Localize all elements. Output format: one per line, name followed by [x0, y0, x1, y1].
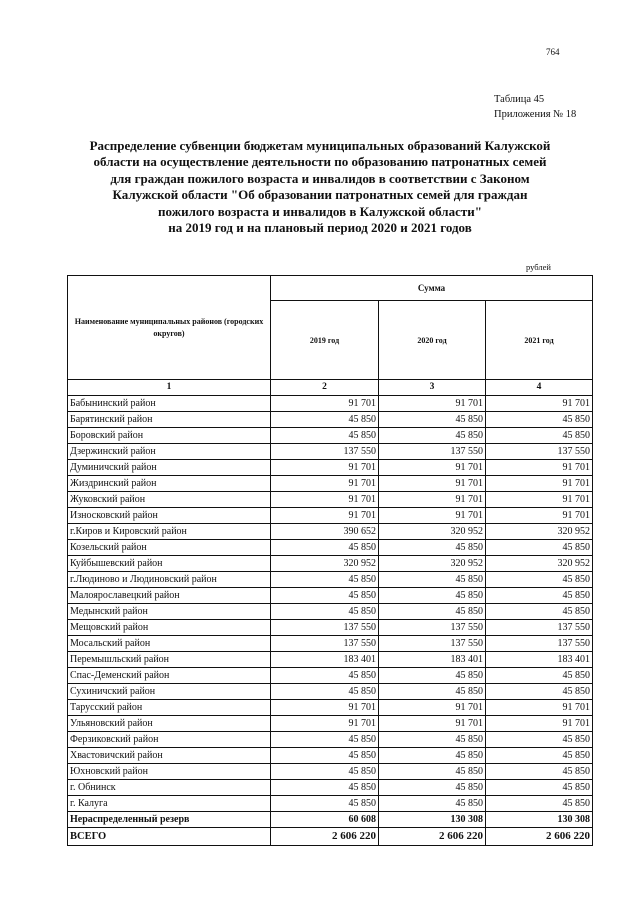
- table-row: [68, 668, 593, 684]
- table-row: [68, 716, 593, 732]
- amount-2021-cell: 91 701: [486, 716, 593, 732]
- page-number: 764: [546, 47, 560, 57]
- amount-2019-cell: 137 550: [271, 444, 379, 460]
- amount-2021-cell: 45 850: [486, 780, 593, 796]
- amount-2020-cell: 320 952: [379, 524, 486, 540]
- amount-2019-cell: 45 850: [271, 428, 379, 444]
- amount-2019-cell: 45 850: [271, 588, 379, 604]
- amount-2019-cell: 91 701: [271, 508, 379, 524]
- amount-2019-cell: 91 701: [271, 460, 379, 476]
- district-name-cell: Ульяновский район: [68, 716, 271, 732]
- amount-2021-cell: 137 550: [486, 444, 593, 460]
- district-name-cell: Хвастовичский район: [68, 748, 271, 764]
- amount-2021-cell: 91 701: [486, 476, 593, 492]
- table-row: [68, 700, 593, 716]
- table-row: [68, 652, 593, 668]
- district-name-cell: Спас-Деменский район: [68, 668, 271, 684]
- amount-2019-cell: 45 850: [271, 684, 379, 700]
- title-line: для граждан пожилого возраста и инвалидов в соответствии с Законом: [110, 170, 530, 186]
- header-year-2020: 2020 год: [379, 301, 486, 380]
- table-row: [68, 620, 593, 636]
- table-row: [68, 412, 593, 428]
- amount-2020-cell: 45 850: [379, 732, 486, 748]
- table-row: [68, 444, 593, 460]
- district-name-cell: Тарусский район: [68, 700, 271, 716]
- amount-2019-cell: 137 550: [271, 636, 379, 652]
- table-row: [68, 684, 593, 700]
- amount-2021-cell: 45 850: [486, 604, 593, 620]
- column-number: 2: [271, 380, 379, 396]
- table-row: [68, 732, 593, 748]
- amount-2019-cell: 91 701: [271, 700, 379, 716]
- amount-2021-cell: 320 952: [486, 556, 593, 572]
- amount-2020-cell: 45 850: [379, 572, 486, 588]
- table-row: [68, 492, 593, 508]
- amount-2019-cell: 45 850: [271, 780, 379, 796]
- district-name-cell: Куйбышевский район: [68, 556, 271, 572]
- amount-2020-cell: 45 850: [379, 412, 486, 428]
- district-name-cell: Медынский район: [68, 604, 271, 620]
- unit-label: рублей: [526, 262, 551, 272]
- district-name-cell: Юхновский район: [68, 764, 271, 780]
- amount-2020-cell: 91 701: [379, 396, 486, 412]
- amount-2021-cell: 91 701: [486, 396, 593, 412]
- amount-2020-cell: 137 550: [379, 620, 486, 636]
- amount-2020-cell: 137 550: [379, 636, 486, 652]
- amount-2021-cell: 320 952: [486, 524, 593, 540]
- table-row: [68, 748, 593, 764]
- amount-2019-cell: 91 701: [271, 492, 379, 508]
- amount-2021-cell: 45 850: [486, 668, 593, 684]
- amount-2020-cell: 91 701: [379, 700, 486, 716]
- table-body: [68, 396, 593, 846]
- amount-2021-cell: 91 701: [486, 700, 593, 716]
- amount-2019-cell: 45 850: [271, 796, 379, 812]
- district-name-cell: Ферзиковский район: [68, 732, 271, 748]
- table-row: [68, 764, 593, 780]
- appendix-label: Приложения № 18: [494, 109, 577, 120]
- district-name-cell: Жуковский район: [68, 492, 271, 508]
- district-name-cell: Сухиничский район: [68, 684, 271, 700]
- title-line: на 2019 год и на плановый период 2020 и 2021 годов: [168, 220, 472, 236]
- table-row: [68, 588, 593, 604]
- table-row: [68, 476, 593, 492]
- amount-2021-cell: 137 550: [486, 636, 593, 652]
- amount-2019-cell: 45 850: [271, 540, 379, 556]
- title-line: Калужской области "Об образовании патронатных семей для граждан: [112, 187, 528, 203]
- amount-2020-cell: 45 850: [379, 780, 486, 796]
- district-name-cell: Козельский район: [68, 540, 271, 556]
- amount-2021-cell: 45 850: [486, 684, 593, 700]
- amount-2020-cell: 45 850: [379, 588, 486, 604]
- document-title: [60, 138, 580, 236]
- amount-2021-cell: 45 850: [486, 572, 593, 588]
- district-name-cell: Барятинский район: [68, 412, 271, 428]
- amount-2020-cell: 91 701: [379, 716, 486, 732]
- amount-2020-cell: 91 701: [379, 508, 486, 524]
- amount-2020-cell: 2 606 220: [379, 828, 486, 846]
- total-row: [68, 828, 593, 846]
- column-number: 1: [68, 380, 271, 396]
- amount-2020-cell: 45 850: [379, 748, 486, 764]
- amount-2021-cell: 45 850: [486, 588, 593, 604]
- title-line: пожилого возраста и инвалидов в Калужской области": [158, 203, 482, 219]
- amount-2020-cell: 45 850: [379, 684, 486, 700]
- amount-2019-cell: 137 550: [271, 620, 379, 636]
- amount-2019-cell: 45 850: [271, 764, 379, 780]
- amount-2019-cell: 91 701: [271, 396, 379, 412]
- title-line: области на осуществление деятельности по образованию патронатных семей: [93, 154, 547, 170]
- amount-2020-cell: 45 850: [379, 668, 486, 684]
- table-row: [68, 460, 593, 476]
- district-name-cell: ВСЕГО: [68, 828, 271, 846]
- amount-2019-cell: 45 850: [271, 748, 379, 764]
- amount-2021-cell: 45 850: [486, 748, 593, 764]
- amount-2020-cell: 45 850: [379, 604, 486, 620]
- amount-2021-cell: 45 850: [486, 412, 593, 428]
- amount-2021-cell: 91 701: [486, 492, 593, 508]
- amount-2020-cell: 45 850: [379, 428, 486, 444]
- header-year-2021: 2021 год: [486, 301, 593, 380]
- district-name-cell: Износковский район: [68, 508, 271, 524]
- amount-2021-cell: 45 850: [486, 764, 593, 780]
- column-number: 3: [379, 380, 486, 396]
- table-row: [68, 508, 593, 524]
- district-name-cell: г. Обнинск: [68, 780, 271, 796]
- table-row: [68, 572, 593, 588]
- amount-2019-cell: 91 701: [271, 716, 379, 732]
- district-name-cell: Жиздринский район: [68, 476, 271, 492]
- district-name-cell: Мосальский район: [68, 636, 271, 652]
- amount-2019-cell: 320 952: [271, 556, 379, 572]
- amount-2020-cell: 91 701: [379, 492, 486, 508]
- reserve-row: [68, 812, 593, 828]
- header-name: Наименование муниципальных районов (городских округов): [68, 276, 271, 380]
- district-name-cell: Дзержинский район: [68, 444, 271, 460]
- amount-2020-cell: 45 850: [379, 796, 486, 812]
- amount-2021-cell: 91 701: [486, 508, 593, 524]
- district-name-cell: Малоярославецкий район: [68, 588, 271, 604]
- amount-2019-cell: 45 850: [271, 668, 379, 684]
- amount-2019-cell: 183 401: [271, 652, 379, 668]
- district-name-cell: Боровский район: [68, 428, 271, 444]
- amount-2020-cell: 183 401: [379, 652, 486, 668]
- amount-2019-cell: 45 850: [271, 412, 379, 428]
- district-name-cell: г. Калуга: [68, 796, 271, 812]
- table-label: Таблица 45: [494, 94, 545, 105]
- district-name-cell: Думиничский район: [68, 460, 271, 476]
- amount-2019-cell: 60 608: [271, 812, 379, 828]
- amount-2021-cell: 130 308: [486, 812, 593, 828]
- table-row: [68, 428, 593, 444]
- table-row: [68, 524, 593, 540]
- amount-2019-cell: 45 850: [271, 572, 379, 588]
- table-row: [68, 604, 593, 620]
- table-caption: [494, 92, 576, 122]
- amount-2020-cell: 91 701: [379, 476, 486, 492]
- table-row: [68, 556, 593, 572]
- district-name-cell: г.Киров и Кировский район: [68, 524, 271, 540]
- district-name-cell: Мещовский район: [68, 620, 271, 636]
- district-name-cell: Бабынинский район: [68, 396, 271, 412]
- amount-2020-cell: 45 850: [379, 540, 486, 556]
- amount-2020-cell: 137 550: [379, 444, 486, 460]
- amount-2019-cell: 45 850: [271, 604, 379, 620]
- header-year-2019: 2019 год: [271, 301, 379, 380]
- district-name-cell: Перемышльский район: [68, 652, 271, 668]
- district-name-cell: г.Людиново и Людиновский район: [68, 572, 271, 588]
- table-row: [68, 540, 593, 556]
- amount-2021-cell: 45 850: [486, 796, 593, 812]
- amount-2020-cell: 91 701: [379, 460, 486, 476]
- amount-2021-cell: 45 850: [486, 428, 593, 444]
- table-row: [68, 780, 593, 796]
- amount-2020-cell: 130 308: [379, 812, 486, 828]
- amount-2019-cell: 91 701: [271, 476, 379, 492]
- amount-2021-cell: 91 701: [486, 460, 593, 476]
- amount-2020-cell: 45 850: [379, 764, 486, 780]
- amount-2019-cell: 2 606 220: [271, 828, 379, 846]
- amount-2021-cell: 137 550: [486, 620, 593, 636]
- column-number: 4: [486, 380, 593, 396]
- amount-2021-cell: 45 850: [486, 732, 593, 748]
- table-row: [68, 396, 593, 412]
- district-name-cell: Нераспределенный резерв: [68, 812, 271, 828]
- amount-2021-cell: 2 606 220: [486, 828, 593, 846]
- amount-2019-cell: 390 652: [271, 524, 379, 540]
- title-line: Распределение субвенции бюджетам муниципальных образований Калужской: [89, 138, 551, 153]
- table-row: [68, 796, 593, 812]
- amount-2020-cell: 320 952: [379, 556, 486, 572]
- amount-2021-cell: 183 401: [486, 652, 593, 668]
- header-sum: Сумма: [271, 276, 593, 301]
- table-row: [68, 636, 593, 652]
- amount-2021-cell: 45 850: [486, 540, 593, 556]
- amount-2019-cell: 45 850: [271, 732, 379, 748]
- subsidy-table: [67, 275, 593, 846]
